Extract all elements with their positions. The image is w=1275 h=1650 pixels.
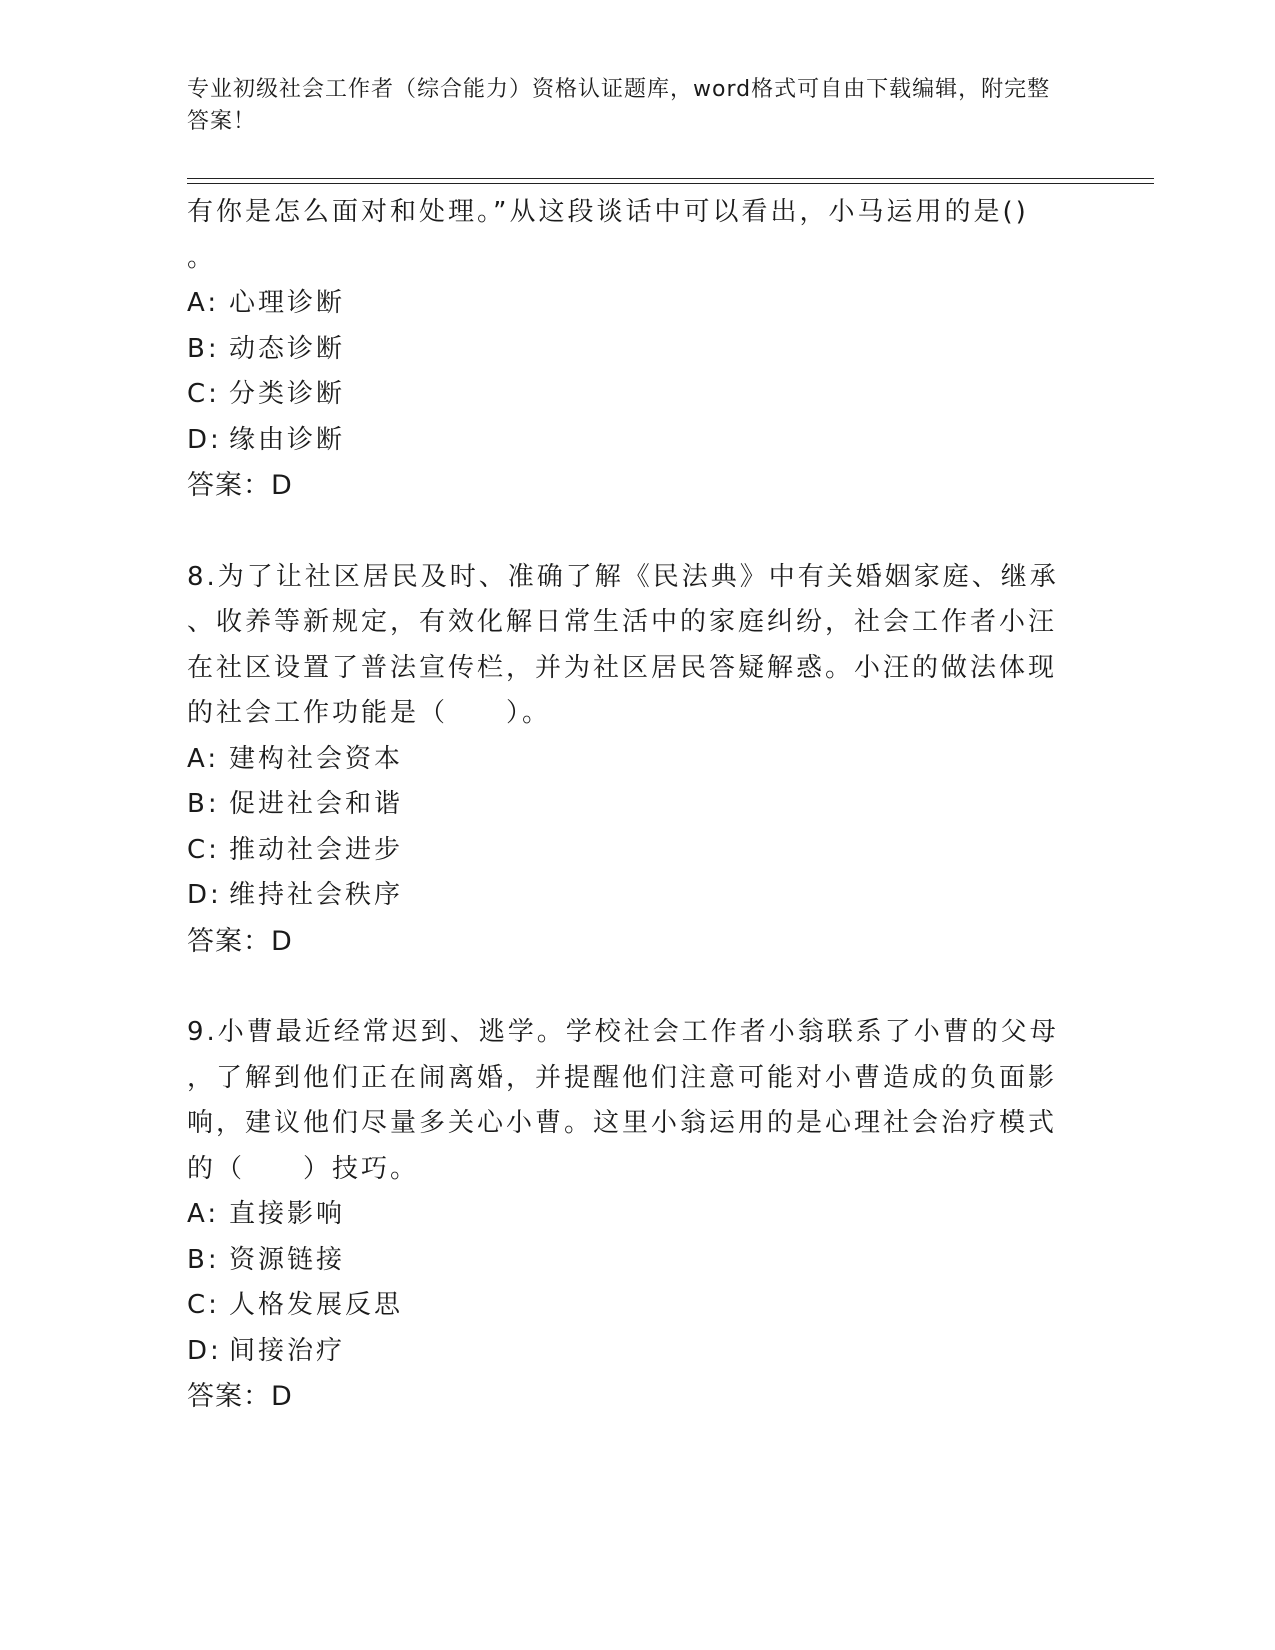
header-divider-bottom <box>187 183 1154 184</box>
spacer <box>187 509 1067 555</box>
question-7-tail <box>187 190 1067 509</box>
question-text-end: 。 <box>187 242 217 273</box>
option-text: 分类诊断 <box>229 379 346 409</box>
option-c <box>187 372 1067 418</box>
question-text-line: 、收养等新规定，有效化解日常生活中的家庭纠纷，社会工作者小汪 <box>187 607 1058 637</box>
option-key: B: <box>187 1244 220 1275</box>
option-a <box>187 737 1067 783</box>
option-b <box>187 327 1067 373</box>
answer: 答案：D <box>187 470 293 501</box>
option-b <box>187 782 1067 828</box>
option-a <box>187 281 1067 327</box>
option-text: 维持社会秩序 <box>229 880 404 910</box>
option-text: 促进社会和谐 <box>229 789 404 819</box>
header-title: 专业初级社会工作者（综合能力）资格认证题库，word格式可自由下载编辑，附完整答案！ <box>187 77 1051 134</box>
option-c <box>187 1283 1067 1329</box>
option-text: 间接治疗 <box>229 1335 346 1366</box>
option-text: 建构社会资本 <box>229 743 404 774</box>
question-text-line: 9.小曹最近经常迟到、逃学。学校社会工作者小翁联系了小曹的父母 <box>187 1017 1059 1047</box>
question-9 <box>187 1010 1067 1420</box>
option-d <box>187 1329 1067 1375</box>
option-key: B: <box>187 789 220 819</box>
question-text-line: 的（ ）技巧。 <box>187 1153 420 1184</box>
option-key: A: <box>187 743 220 774</box>
option-key: C: <box>187 1290 220 1320</box>
question-text-line: 响，建议他们尽量多关心小曹。这里小翁运用的是心理社会治疗模式 <box>187 1108 1058 1138</box>
option-text: 资源链接 <box>229 1244 346 1275</box>
option-a <box>187 1192 1067 1238</box>
option-text: 缘由诊断 <box>229 424 346 455</box>
option-key: D: <box>187 1335 222 1366</box>
document-header <box>187 74 1067 138</box>
answer: 答案：D <box>187 1381 293 1412</box>
option-key: D: <box>187 880 222 910</box>
document-body <box>187 190 1067 1420</box>
option-key: C: <box>187 379 220 409</box>
question-text-line: 在社区设置了普法宣传栏，并为社区居民答疑解惑。小汪的做法体现 <box>187 652 1058 683</box>
option-c <box>187 828 1067 874</box>
header-divider-top <box>187 178 1154 179</box>
spacer <box>187 964 1067 1010</box>
option-d <box>187 418 1067 464</box>
question-text-line: 的社会工作功能是（ ）。 <box>187 698 552 728</box>
option-text: 直接影响 <box>229 1199 346 1229</box>
option-text: 人格发展反思 <box>229 1290 404 1320</box>
question-text-line: 8.为了让社区居民及时、准确了解《民法典》中有关婚姻家庭、继承 <box>187 561 1059 592</box>
question-text-line: 有你是怎么面对和处理。”从这段谈话中可以看出，小马运用的是() <box>187 197 1029 227</box>
option-key: A: <box>187 288 220 318</box>
option-text: 推动社会进步 <box>229 834 404 865</box>
answer: 答案：D <box>187 925 293 957</box>
question-text-line: ，了解到他们正在闹离婚，并提醒他们注意可能对小曹造成的负面影 <box>187 1062 1058 1093</box>
option-d <box>187 873 1067 919</box>
option-text: 心理诊断 <box>229 288 346 318</box>
option-b <box>187 1238 1067 1284</box>
option-key: A: <box>187 1199 220 1229</box>
option-key: C: <box>187 834 220 865</box>
question-8 <box>187 555 1067 965</box>
option-text: 动态诊断 <box>229 333 346 364</box>
option-key: D: <box>187 424 222 455</box>
option-key: B: <box>187 333 220 364</box>
